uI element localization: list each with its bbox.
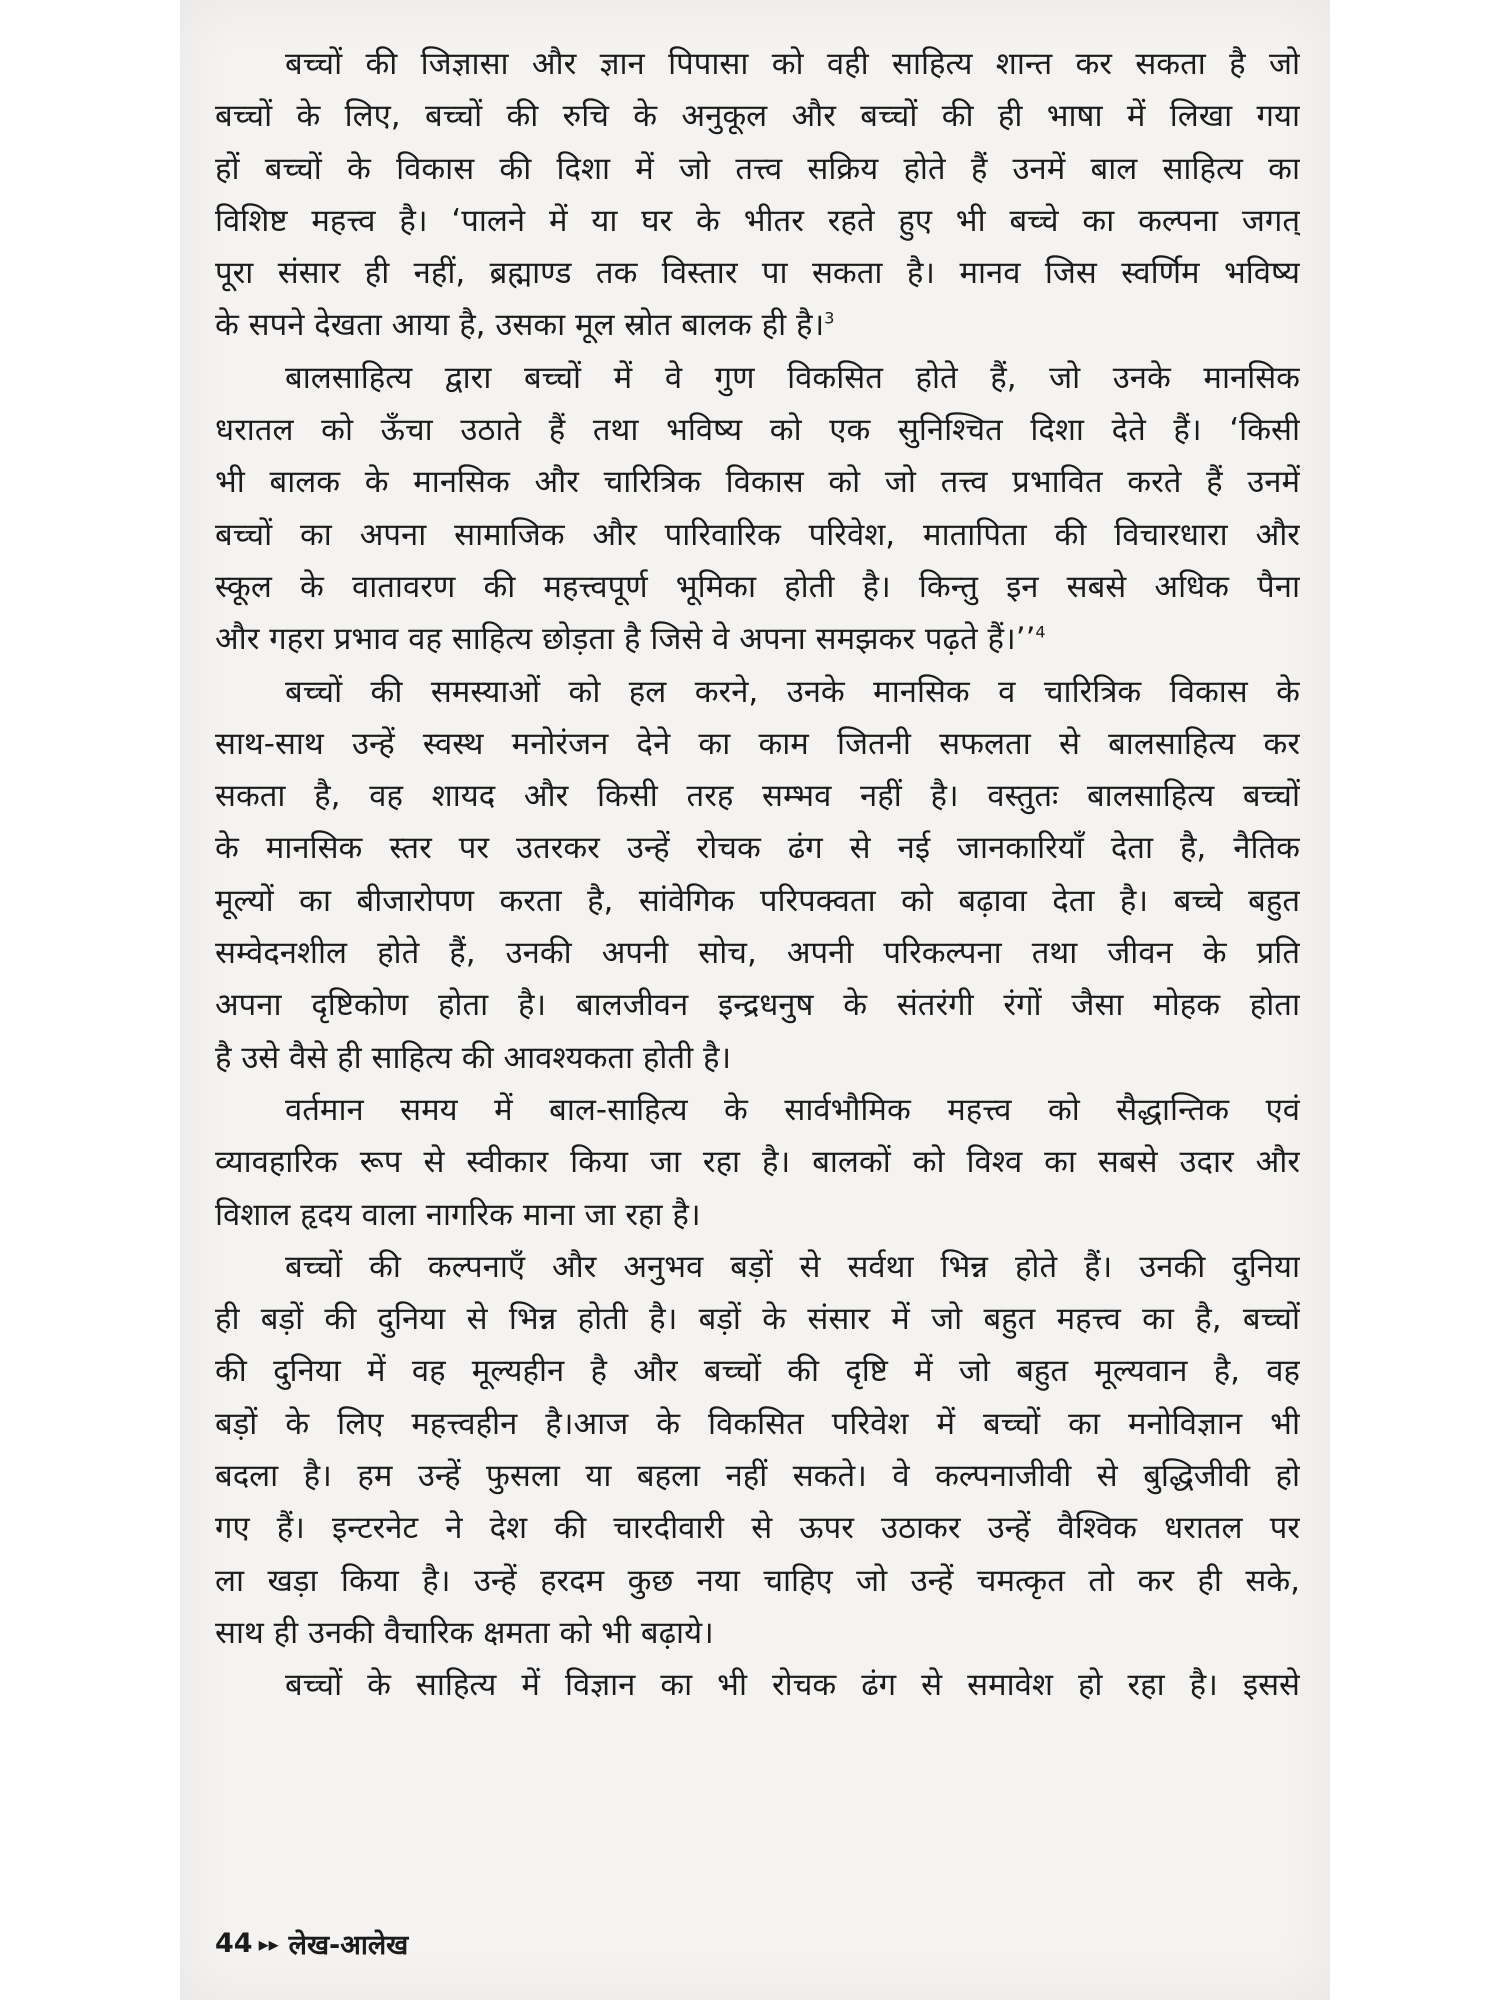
double-arrow-icon: ▸▸ — [258, 1931, 279, 1956]
page-footer — [215, 1925, 408, 1962]
text-line — [215, 613, 1300, 665]
text-line: बच्चों की जिज्ञासा और ज्ञान पिपासा को वही साहित्य शान्त कर सकता है जो — [285, 46, 1300, 82]
text-line: बदला है। हम उन्हें फुसला या बहला नहीं सकते। वे कल्पनाजीवी से बुद्धिजीवी हो — [215, 1458, 1300, 1495]
text-line: साथ-साथ उन्हें स्वस्थ मनोरंजन देने का काम जितनी सफलता से बालसाहित्य कर — [215, 725, 1300, 762]
text-line: बच्चों की समस्याओं को हल करने, उनके मानसिक व चारित्रिक विकास के — [285, 673, 1300, 710]
text-line: हों बच्चों के विकास की दिशा में जो तत्त्व सक्रिय होते हैं उनमें बाल साहित्य का — [215, 150, 1300, 187]
text-line: मूल्यों का बीजारोपण करता है, सांवेगिक परिपक्वता को बढ़ावा देता है। बच्चे बहुत — [215, 882, 1300, 919]
text-line: साथ ही उनकी वैचारिक क्षमता को भी बढ़ाये। — [215, 1614, 714, 1651]
text-line: बच्चों का अपना सामाजिक और पारिवारिक परिवेश, मातापिता की विचारधारा और — [215, 516, 1300, 553]
text-line: धरातल को ऊँचा उठाते हैं तथा भविष्य को एक सुनिश्चित दिशा देते हैं। ‘किसी — [215, 412, 1300, 449]
text-line: भी बालक के मानसिक और चारित्रिक विकास को जो तत्त्व प्रभावित करते हैं उनमें — [215, 464, 1300, 501]
text-line: बच्चों के लिए, बच्चों की रुचि के अनुकूल और बच्चों की ही भाषा में लिखा गया — [215, 98, 1300, 135]
text-line: ला खड़ा किया है। उन्हें हरदम कुछ नया चाहिए जो उन्हें चमत्कृत तो कर ही सके, — [215, 1562, 1300, 1599]
text-line: सम्वेदनशील होते हैं, उनकी अपनी सोच, अपनी परिकल्पना तथा जीवन के प्रति — [215, 935, 1300, 972]
text-line: ही बड़ों की दुनिया से भिन्न होती है। बड़ों के संसार में जो बहुत महत्त्व का है, बच्चों — [215, 1301, 1300, 1338]
section-title: लेख-आलेख — [288, 1930, 409, 1961]
text-line: स्कूल के वातावरण की महत्त्वपूर्ण भूमिका होती है। किन्तु इन सबसे अधिक पैना — [215, 568, 1300, 605]
text-line: के मानसिक स्तर पर उतरकर उन्हें रोचक ढंग से नई जानकारियाँ देता है, नैतिक — [215, 830, 1300, 867]
text-line: वर्तमान समय में बाल-साहित्य के सार्वभौमिक महत्त्व को सैद्धान्तिक एवं — [285, 1091, 1300, 1128]
text-line: बच्चों के साहित्य में विज्ञान का भी रोचक ढंग से समावेश हो रहा है। इससे — [285, 1667, 1300, 1704]
text-line-content: और गहरा प्रभाव वह साहित्य छोड़ता है जिसे वे अपना समझकर पढ़ते हैं।’’ — [215, 621, 1036, 658]
text-line: अपना दृष्टिकोण होता है। बालजीवन इन्द्रधनुष के संतरंगी रंगों जैसा मोहक होता — [215, 987, 1300, 1024]
footnote-ref: 4 — [1035, 622, 1046, 642]
text-line: व्यावहारिक रूप से स्वीकार किया जा रहा है। बालकों को विश्व का सबसे उदार और — [215, 1144, 1300, 1181]
body-text — [215, 38, 1300, 1712]
text-line: गए हैं। इन्टरनेट ने देश की चारदीवारी से ऊपर उठाकर उन्हें वैश्विक धरातल पर — [215, 1510, 1300, 1547]
text-line: बच्चों की कल्पनाएँ और अनुभव बड़ों से सर्वथा भिन्न होते हैं। उनकी दुनिया — [285, 1248, 1300, 1285]
page-number: 44 — [215, 1928, 253, 1959]
text-line: बालसाहित्य द्वारा बच्चों में वे गुण विकसित होते हैं, जो उनके मानसिक — [285, 359, 1300, 396]
text-line: है उसे वैसे ही साहित्य की आवश्यकता होती है। — [215, 1039, 732, 1076]
text-line: बड़ों के लिए महत्त्वहीन है।आज के विकसित परिवेश में बच्चों का मनोविज्ञान भी — [215, 1405, 1300, 1442]
text-line — [215, 299, 1300, 351]
text-line: विशाल हृदय वाला नागरिक माना जा रहा है। — [215, 1196, 701, 1233]
text-line: विशिष्ट महत्त्व है। ‘पालने में या घर के भीतर रहते हुए भी बच्चे का कल्पना जगत् — [215, 202, 1300, 239]
text-line: की दुनिया में वह मूल्यहीन है और बच्चों की दृष्टि में जो बहुत मूल्यवान है, वह — [215, 1353, 1300, 1390]
text-line-content: के सपने देखता आया है, उसका मूल स्रोत बालक ही है। — [215, 307, 825, 344]
text-line: सकता है, वह शायद और किसी तरह सम्भव नहीं है। वस्तुतः बालसाहित्य बच्चों — [215, 778, 1300, 815]
footnote-ref: 3 — [824, 309, 835, 329]
text-line: पूरा संसार ही नहीं, ब्रह्माण्ड तक विस्तार पा सकता है। मानव जिस स्वर्णिम भविष्य — [215, 255, 1300, 292]
